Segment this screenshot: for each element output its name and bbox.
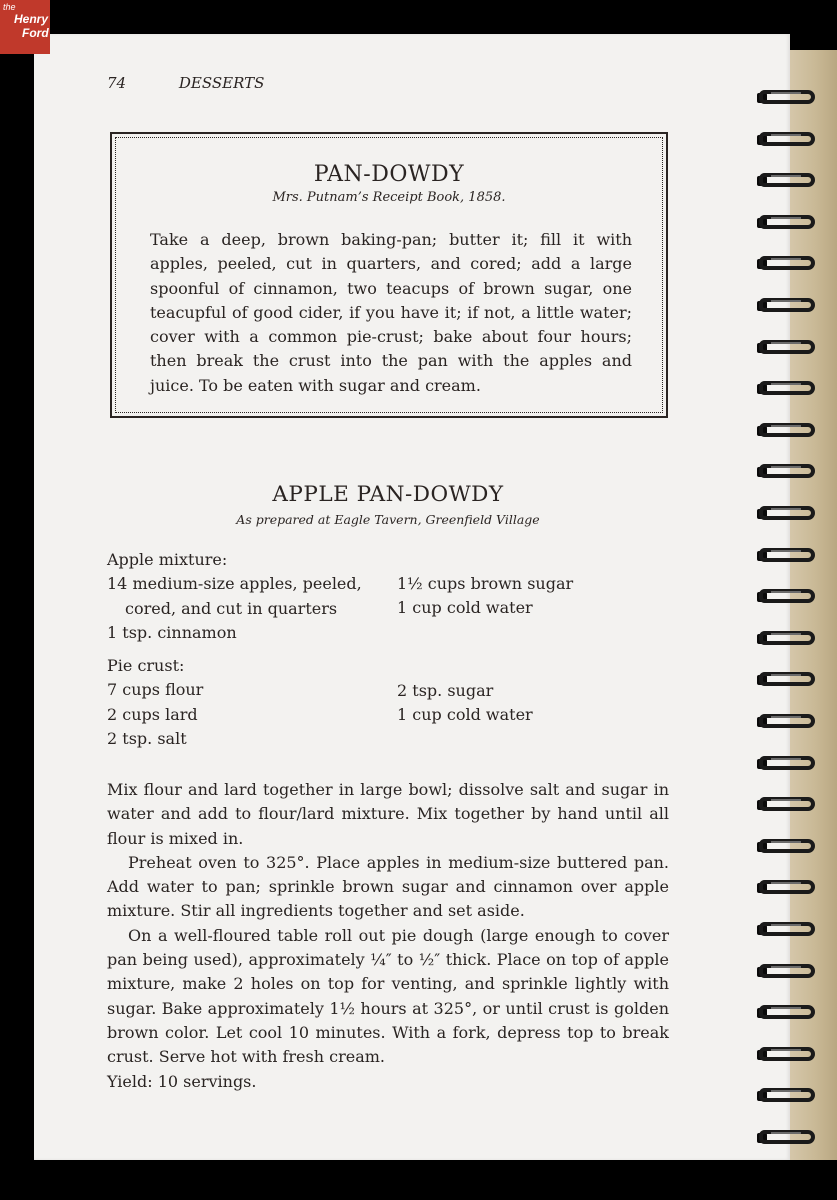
box-text: Take a deep, brown baking-pan; butter it; fill it with apples, peeled, cut in quarters, and cored; add a large spoonful of cinnamon, two teacups of brown sugar, one teacupful of good cider, if you have it; if not, a little water; cover with a common pie-crust; bake about four hours; then break the crust into the pan with the apples and juice. To be eaten with sugar and cream. <box>150 230 632 395</box>
henry-ford-logo <box>0 0 50 54</box>
spiral-coil <box>757 916 821 946</box>
crust-ingredients-right <box>397 679 533 728</box>
instruction-paragraph: Mix flour and lard together in large bowl; dissolve salt and sugar in water and add to flour/lard mixture. Mix together by hand until all flour is mixed in. <box>107 780 669 848</box>
section-title: DESSERTS <box>178 74 265 92</box>
historical-recipe-box <box>110 132 668 418</box>
crust-ingredients-left <box>107 654 203 751</box>
spiral-coil <box>757 417 821 447</box>
spiral-coil <box>757 791 821 821</box>
ingredient-line: 2 tsp. sugar <box>397 681 494 700</box>
ingredient-line: 7 cups flour <box>107 680 204 700</box>
ingredient-line: 2 cups lard <box>107 704 198 724</box>
mixture-ingredients-left <box>107 548 362 645</box>
spiral-coil <box>757 84 821 114</box>
ingredient-line: 2 tsp. salt <box>107 728 187 748</box>
ingredient-line: 14 medium-size apples, peeled, <box>107 574 362 594</box>
logo-henry: Henry <box>14 12 49 26</box>
spiral-coil <box>757 750 821 780</box>
recipe-subtitle: As prepared at Eagle Tavern, Greenfield Village <box>236 512 540 527</box>
ingredient-line: cored, and cut in quarters <box>125 598 338 618</box>
spiral-coil <box>757 1041 821 1071</box>
spiral-coil <box>757 542 821 572</box>
ingredient-line: 1 tsp. cinnamon <box>107 622 237 642</box>
box-title: PAN-DOWDY <box>313 162 465 187</box>
spiral-coil <box>757 167 821 197</box>
spiral-coil <box>757 833 821 863</box>
ingredient-line: 1 cup cold water <box>397 598 533 618</box>
instruction-paragraph: Preheat oven to 325°. Place apples in medium-size buttered pan. Add water to pan; sprinkle brown sugar and cinnamon over apple mixture. Stir all ingredients together and set aside. <box>107 852 669 921</box>
spiral-coil <box>757 375 821 405</box>
ingredient-line: 1 cup cold water <box>397 705 533 725</box>
logo-ford: Ford <box>22 26 49 40</box>
mixture-heading: Apple mixture: <box>107 550 228 569</box>
spiral-coil <box>757 500 821 530</box>
spiral-coil <box>757 625 821 655</box>
page-number: 74 <box>107 74 127 92</box>
crust-heading: Pie crust: <box>107 656 185 675</box>
recipe-instructions <box>107 778 669 1094</box>
mixture-ingredients-right <box>397 572 573 621</box>
spiral-coil <box>757 126 821 156</box>
spiral-coil <box>757 458 821 488</box>
spiral-coil <box>757 999 821 1029</box>
spiral-coil <box>757 1082 821 1112</box>
spiral-coil <box>757 250 821 280</box>
spiral-coil <box>757 583 821 613</box>
ingredient-line: 1½ cups brown sugar <box>397 574 574 593</box>
running-head <box>107 74 264 92</box>
recipe-yield: Yield: 10 servings. <box>107 1071 257 1091</box>
spiral-coil <box>757 334 821 364</box>
spiral-coil <box>757 874 821 904</box>
spiral-coil <box>757 209 821 239</box>
spiral-coil <box>757 708 821 738</box>
spiral-coil <box>757 666 821 696</box>
spiral-coil <box>757 1124 821 1154</box>
box-source: Mrs. Putnam’s Receipt Book, 1858. <box>272 190 506 205</box>
logo-the: the <box>3 2 16 12</box>
spiral-coil <box>757 958 821 988</box>
instruction-paragraph: On a well-floured table roll out pie dough (large enough to cover pan being used), approximately ¼″ to ½″ thick. Place on top of apple mixture, make 2 holes on top for venting, and sprinkle lightly with sugar. Bake approximately 1½ hours at 325°, or until crust is golden brown color. Let cool 10 minutes. With a fork, depress top to break crust. Serve hot with fresh cream. <box>107 925 669 1067</box>
spiral-coil <box>757 292 821 322</box>
recipe-title: APPLE PAN-DOWDY <box>272 482 504 507</box>
